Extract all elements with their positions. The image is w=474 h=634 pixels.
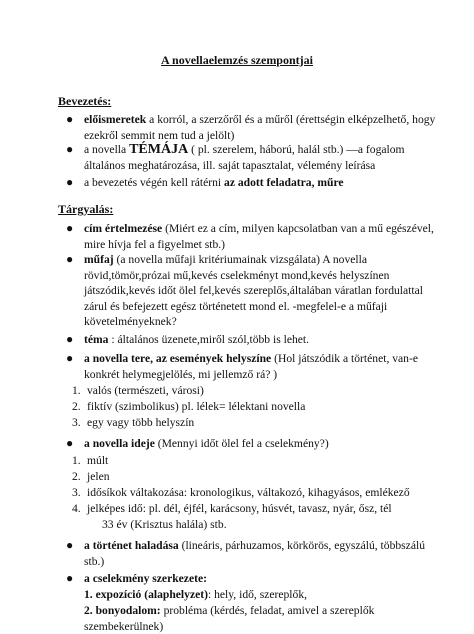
ido-list-item-cont: 33 év (Krisztus halála) stb. [102, 518, 227, 531]
intro-item-2-topic: TÉMÁJA [129, 142, 189, 157]
bullet-icon: ● [66, 112, 74, 126]
body-item-szerk [68, 571, 448, 587]
intro-item-3-bold: az adott feladatra, műre [224, 176, 344, 189]
intro-item-2 [68, 142, 448, 173]
body-item-tema [68, 332, 448, 348]
tema-label: téma [84, 333, 109, 346]
bullet-icon: ● [66, 436, 74, 450]
szerk-label: a cselekmény szerkezete: [84, 572, 207, 585]
body-item-ter [68, 351, 448, 382]
intro-item-2-text: ( pl. szerelem, háború, halál stb.) —a fogalom általános meghatározása, ill. saját tapasztalat, vélemény leírása [84, 143, 405, 172]
body-item-cim [68, 221, 448, 252]
body-item-ido [68, 436, 448, 452]
bullet-icon: ● [66, 175, 74, 189]
intro-item-2-prefix: a novella [84, 143, 130, 156]
halad-label: a történet haladása [84, 539, 179, 552]
ter-list-item: 3. egy vagy több helyszín [72, 416, 195, 429]
bullet-icon: ● [66, 142, 74, 156]
mufaj-text: (a novella műfaji kritériumainak vizsgálata) A novella rövid,tömör,prózai mű,kevés cselekményt mond,kevés helyszínen játszódik,kevés időt ölel fel,kevés szereplős,általában váratlan fordulattal zárul és befejezett egész történetett mond el. -megfelel-e a műfaji követelményeknek? [84, 253, 423, 329]
bullet-icon: ● [66, 252, 74, 266]
ido-list-item: 3. idősíkok váltakozása: kronologikus, váltakozó, kihagyásos, emlékező [72, 486, 410, 499]
halad-text: (lineáris, párhuzamos, körkörös, egyszálú, többszálú stb.) [84, 539, 425, 568]
intro-item-1-bold: előismeretek [84, 113, 147, 126]
bullet-icon: ● [66, 221, 74, 235]
bullet-icon: ● [66, 332, 74, 346]
ter-text: (Hol játszódik a történet, van-e konkrét helymegjelölés, mi jellemző rá? ) [84, 352, 418, 381]
tema-text: : általános üzenete,miről szól,több is lehet. [108, 333, 310, 346]
intro-item-3 [68, 175, 448, 191]
mufaj-label: műfaj [84, 253, 114, 266]
body-item-halad [68, 538, 448, 569]
page-title: A novellaelemzés szempontjai [161, 53, 313, 67]
intro-item-1-text: a korról, a szerzőről és a műről (érettségin elképzelhető, hogy ezekről semmit nem tud a jelölt) [84, 113, 436, 142]
ido-list-item: 4. jelképes idő: pl. dél, éjfél, karácsony, húsvét, tavasz, nyár, ősz, tél [72, 502, 392, 515]
ter-label: a novella tere, az események helyszíne [84, 352, 272, 365]
bullet-icon: ● [66, 571, 74, 585]
ido-list-item: 1. múlt [72, 454, 109, 467]
body-heading: Tárgyalás: [58, 202, 114, 216]
intro-item-1 [68, 112, 448, 143]
ter-list-item: 2. fiktív (szimbolikus) pl. lélek= lélektani novella [72, 400, 306, 413]
cim-label: cím értelmezése [84, 222, 163, 235]
bullet-icon: ● [66, 538, 74, 552]
ido-text: (Mennyi időt ölel fel a cselekmény?) [154, 437, 329, 450]
ido-label: a novella ideje [84, 437, 155, 450]
cim-text: (Miért ez a cím, milyen kapcsolatban van a mű egészével, mire hívja fel a figyelmet stb.) [84, 222, 434, 251]
ter-list-item: 1. valós (természeti, városi) [72, 384, 204, 397]
intro-item-3-prefix: a bevezetés végén kell rátérni [84, 176, 225, 189]
intro-heading: Bevezetés: [58, 94, 112, 108]
ido-list-item: 2. jelen [72, 470, 110, 483]
szerk-list-item: 2. bonyodalom: probléma (kérdés, feladat, amivel a szereplők szembekerülnek) [84, 604, 375, 633]
szerk-list-item: 1. expozíció (alaphelyzet): hely, idő, szereplők, [84, 588, 308, 601]
body-item-mufaj [68, 252, 448, 330]
bullet-icon: ● [66, 351, 74, 365]
